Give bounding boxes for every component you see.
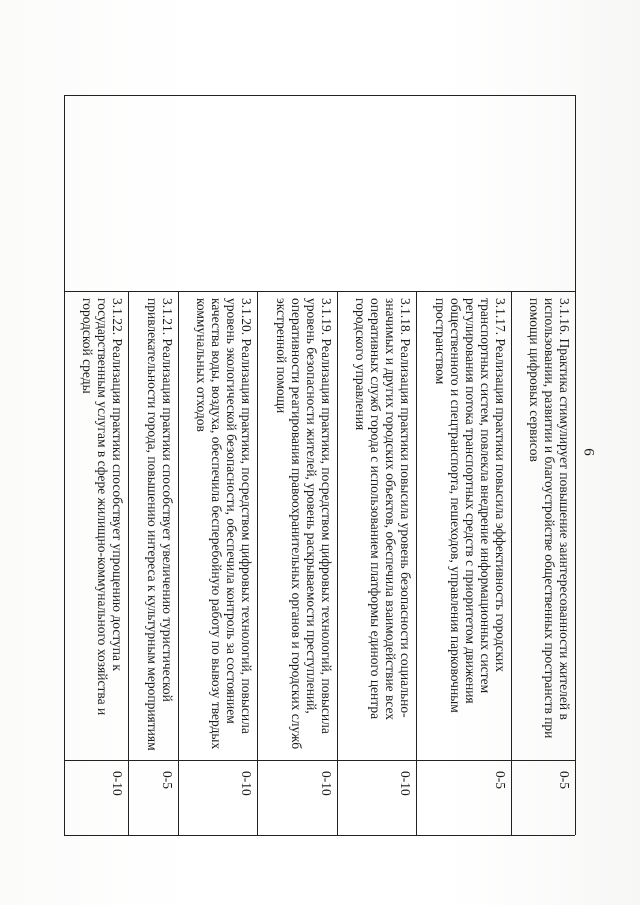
criterion-text: 3.1.17. Реализация практики повысила эффективность городских транспортных систем, повлекла внедрение информационных систем регулирования потока транспортных средств с приоритетом движения общественного и спецтранспорта, пешеходов, управления парковочным пространством	[416, 292, 510, 761]
page-number: 6	[580, 448, 597, 456]
criterion-text: 3.1.16. Практика стимулирует повышение заинтересованности жителей в использовании, развитии и благоустройстве общественных пространств при помощи цифровых сервисов	[511, 292, 575, 761]
criterion-text: 3.1.21. Реализация практики способствует увеличению туристической привлекательности города, повышению интереса к культурным мероприятиям	[128, 292, 177, 761]
criterion-score: 0-10	[337, 761, 416, 836]
criterion-text: 3.1.19. Реализация практики, посредством цифровых технологий, повысила уровень безопасности жителей, уровень раскрываемости преступлений, оперативности реагирования правоохранительных органов и городских служб экстренной помощи	[257, 292, 336, 761]
criterion-score: 0-5	[128, 761, 177, 836]
criterion-score: 0-5	[416, 761, 510, 836]
criterion-score: 0-10	[178, 761, 257, 836]
criterion-score: 0-10	[257, 761, 336, 836]
empty-column-cell	[64, 96, 575, 292]
criterion-text: 3.1.18. Реализация практики повысила уровень безопасности социально-значимых и других городских объектов, обеспечила взаимодействие всех оперативных служб города с использованием платформы единого центра городского управления	[337, 292, 416, 761]
criterion-text: 3.1.22. Реализация практики способствует упрощению доступа к государственным услугам в сфере жилищно-коммунального хозяйства и городской среды	[64, 292, 128, 761]
criterion-text: 3.1.20. Реализация практики, посредством цифровых технологий, повысила уровень экологической безопасности, обеспечила контроль за состоянием качества воды, воздуха, обеспечила бесперебойную работу по вывозу твердых коммунальных отходов	[178, 292, 257, 761]
criterion-score: 0-5	[511, 761, 575, 836]
criteria-table	[64, 95, 576, 835]
criterion-score: 0-10	[64, 761, 128, 836]
